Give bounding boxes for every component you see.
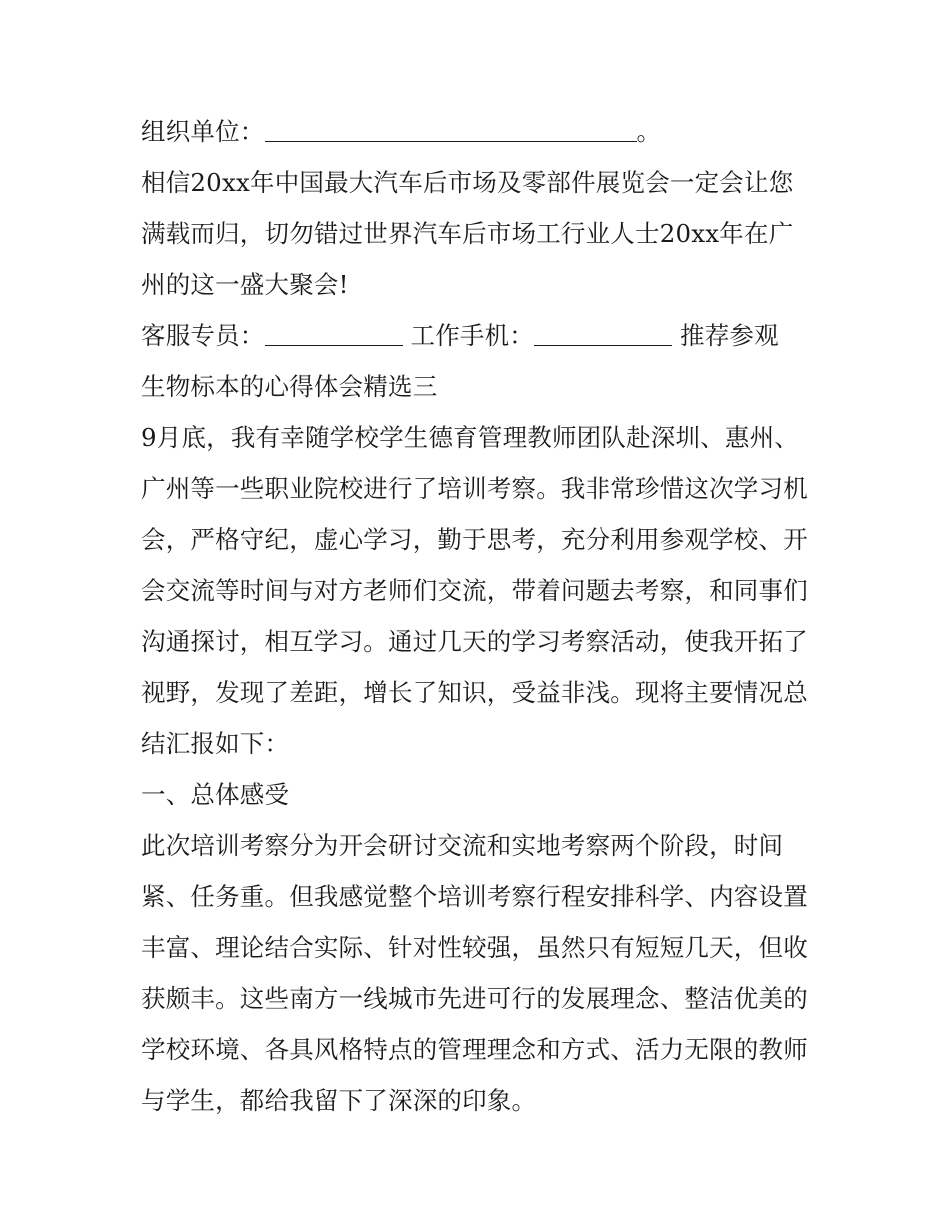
service-blank bbox=[265, 325, 403, 346]
recommend-text: 推荐参观 bbox=[672, 321, 779, 350]
service-label: 客服专员： bbox=[141, 321, 265, 350]
intro-line: 州的这一盛大聚会! bbox=[141, 270, 349, 299]
contact-line bbox=[141, 310, 821, 361]
paragraph-line: 会交流等时间与对方老师们交流，带着问题去考察，和同事们 bbox=[141, 576, 808, 605]
intro-line: 满载而归，切勿错过世界汽车后市场工行业人士20xx年在广 bbox=[141, 219, 794, 248]
paragraph-line: 学校环境、各具风格特点的管理理念和方式、活力无限的教师 bbox=[141, 1035, 808, 1064]
paragraph-line: 广州等一些职业院校进行了培训考察。我非常珍惜这次学习机 bbox=[141, 474, 808, 503]
org-label: 组织单位： bbox=[141, 117, 265, 146]
section-heading: 一、总体感受 bbox=[141, 780, 290, 809]
document-page bbox=[141, 106, 821, 1126]
paragraph-line: 紧、任务重。但我感觉整个培训考察行程安排科学、内容设置 bbox=[141, 882, 808, 911]
paragraph-line: 会，严格守纪，虚心学习，勤于思考，充分利用参观学校、开 bbox=[141, 525, 808, 554]
paragraph-line: 视野，发现了差距，增长了知识，受益非浅。现将主要情况总 bbox=[141, 678, 808, 707]
phone-blank bbox=[534, 325, 672, 346]
paragraph-line: 与学生，都给我留下了深深的印象。 bbox=[141, 1086, 537, 1115]
paragraph-line: 9月底，我有幸随学校学生德育管理教师团队赴深圳、惠州、 bbox=[141, 423, 799, 452]
paragraph-line: 此次培训考察分为开会研讨交流和实地考察两个阶段，时间 bbox=[141, 831, 784, 860]
document-title: 生物标本的心得体会精选三 bbox=[141, 372, 438, 401]
org-blank bbox=[265, 121, 637, 142]
paragraph-line: 丰富、理论结合实际、针对性较强，虽然只有短短几天，但收 bbox=[141, 933, 808, 962]
phone-label: 工作手机： bbox=[402, 321, 534, 350]
paragraph-line: 获颇丰。这些南方一线城市先进可行的发展理念、整洁优美的 bbox=[141, 984, 808, 1013]
paragraph-line: 沟通探讨，相互学习。通过几天的学习考察活动，使我开拓了 bbox=[141, 627, 808, 656]
org-suffix: 。 bbox=[636, 117, 662, 146]
org-line bbox=[141, 106, 821, 157]
paragraph-line: 结汇报如下： bbox=[141, 729, 290, 758]
intro-line: 相信20xx年中国最大汽车后市场及零部件展览会一定会让您 bbox=[141, 168, 794, 197]
